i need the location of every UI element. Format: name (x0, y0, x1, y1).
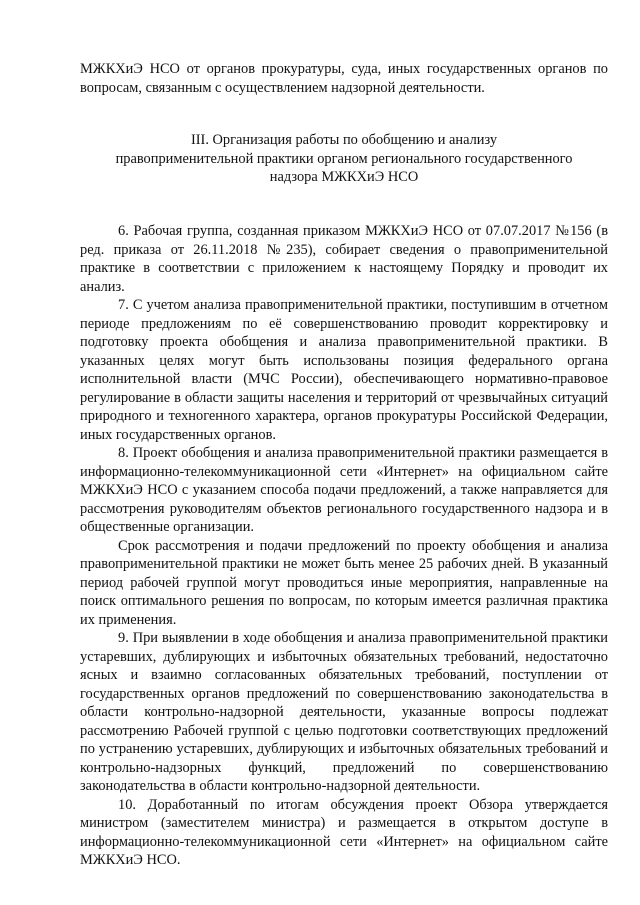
top-paragraph: МЖКХиЭ НСО от органов прокуратуры, суда, иных государственных органов по вопросам, связанным с осуществлением надзорной деятельности. (80, 61, 608, 96)
paragraph-8: 8. Проект обобщения и анализа правоприменительной практики размещается в информационно-телекоммуникационной сети «Интернет» на официальном сайте МЖКХиЭ НСО с указанием способа подачи предложений, а также направляется для рассмотрения руководителям объектов регионального государственного надзора и в общественные организации. (80, 445, 608, 535)
paragraph-8-term: Срок рассмотрения и подачи предложений по проекту обобщения и анализа правоприменительной практики не может быть менее 25 рабочих дней. В указанный период рабочей группой могут проводиться иные мероприятия, направленные на поиск оптимального решения по вопросам, по которым имеется различная практика их применения. (80, 537, 608, 628)
body-text (80, 222, 608, 870)
paragraph-6: 6. Рабочая группа, созданная приказом МЖКХиЭ НСО от 07.07.2017 №156 (в ред. приказа от 26.11.2018 №235), собирает сведения о правоприменительной практике в соответствии с приложением к настоящему Порядку и проводит их анализ. (80, 223, 608, 295)
section-heading (80, 131, 608, 187)
section-heading-line-1: III. Организация работы по обобщению и анализу (190, 132, 498, 148)
section-heading-text (80, 131, 608, 187)
section-heading-line-3: надзора МЖКХиЭ НСО (269, 169, 419, 185)
paragraph-10: 10. Доработанный по итогам обсуждения проект Обзора утверждается министром (заместителем министра) и размещается в открытом доступе в информационно-телекоммуникационной сети «Интернет» на официальном сайте МЖКХиЭ НСО. (80, 796, 608, 868)
section-heading-line-2: правоприменительной практики органом регионального государственного (115, 150, 573, 167)
paragraph-7: 7. С учетом анализа правоприменительной практики, поступившим в отчетном периоде предложениям по её совершенствованию проводит корректировку и подготовку проекта обобщения и анализа правоприменительной практики. В указанных целях могут быть использованы позиция федерального органа исполнительной власти (МЧС России), обеспечивающего нормативно-правовое регулирование в области защиты населения и территорий от чрезвычайных ситуаций природного и техногенного характера, органов прокуратуры Российской Федерации, иных государственных органов. (80, 297, 608, 443)
paragraph-9: 9. При выявлении в ходе обобщения и анализа правоприменительной практики устаревших, дублирующих и избыточных обязательных требований, недостаточно ясных и взаимно согласованных обязательных требований, поступлении от государственных органов предложений по совершенствованию законодательства в области контрольно-надзорной деятельности, указанные вопросы подлежат рассмотрению Рабочей группой с целью подготовки соответствующих предложений по устранению устаревших, дублирующих и избыточных обязательных требований и контрольно-надзорных функций, предложений по совершенствованию законодательства в области контрольно-надзорной деятельности. (80, 630, 608, 794)
top-paragraph-block (80, 60, 608, 97)
